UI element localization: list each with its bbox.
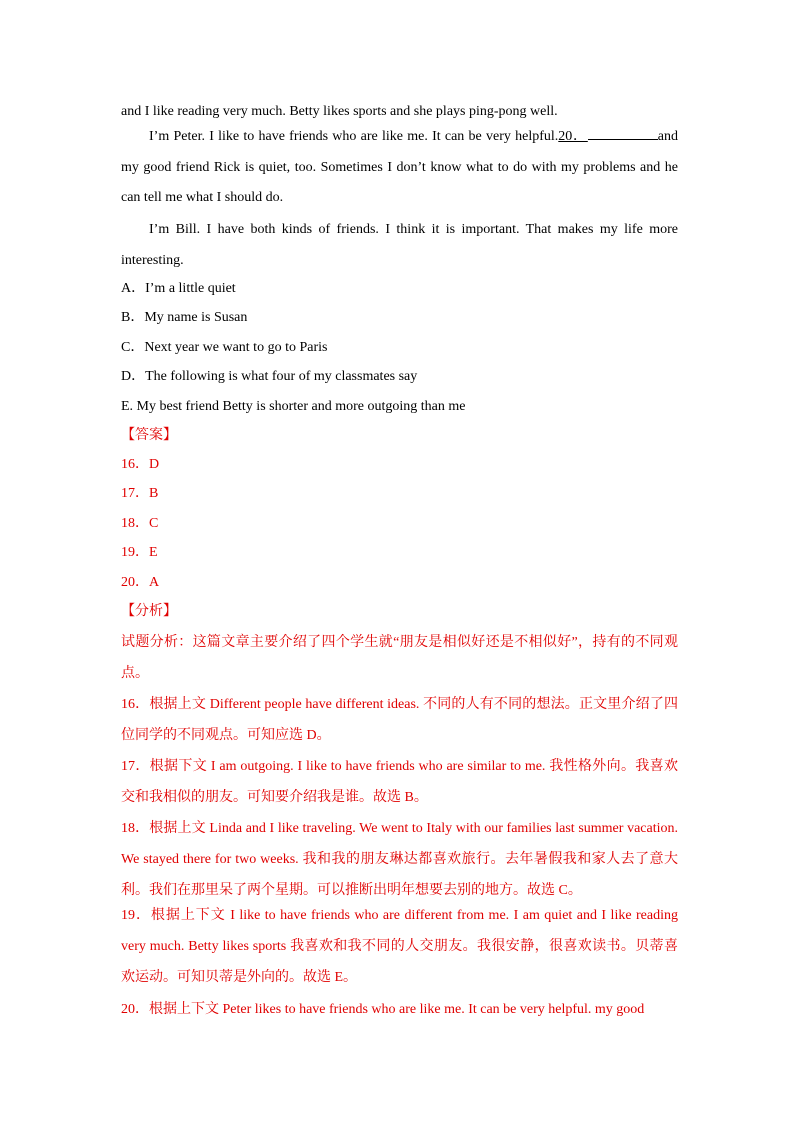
analysis-q18: 18．根据上文 Linda and I like traveling. We went to Italy with our families last summer vacation. We stayed there for two weeks. 我和我的朋友琳达都喜欢旅行。去年暑假我和家人去了意大利。我们在那里呆了两个星期。可以推断出明年想要去别的地方。故选 C。 (121, 821, 678, 898)
answer-17: 17．B (121, 486, 159, 501)
option-c: C．Next year we want to go to Paris (121, 340, 328, 355)
answer-16: 16．D (121, 457, 160, 472)
answer-header: 【答案】 (121, 428, 177, 443)
answer-20: 20．A (121, 575, 160, 590)
passage-paragraph-peter (121, 122, 678, 214)
analysis-intro: 试题分析：这篇文章主要介绍了四个学生就“朋友是相似好还是不相似好”，持有的不同观点。 (121, 635, 678, 681)
analysis-header: 【分析】 (121, 604, 177, 619)
analysis-q19: 19．根据上下文 I like to have friends who are different from me. I am quiet and I like reading very much. Betty likes sports 我喜欢和我不同的人交朋友。我很安静，很喜欢读书。贝蒂喜欢运动。可知贝蒂是外向的。故选 E。 (121, 908, 678, 985)
answer-blank-20 (588, 125, 658, 140)
analysis-q17: 17．根据下文 I am outgoing. I like to have friends who are similar to me. 我性格外向。我喜欢交和我相似的朋友。可知要介绍我是谁。故选 B。 (121, 759, 678, 805)
passage-peter-before: I’m Peter. I like to have friends who are like me. It can be very helpful. (149, 129, 559, 144)
option-d: D．The following is what four of my classmates say (121, 369, 418, 384)
answer-19: 19．E (121, 545, 158, 560)
option-e: E. My best friend Betty is shorter and more outgoing than me (121, 399, 466, 414)
option-b: B．My name is Susan (121, 310, 248, 325)
passage-peter-after: and my good friend Rick is quiet, too. Sometimes I don’t know what to do with my problems and he can tell me what I should do. (121, 129, 679, 205)
answer-18: 18．C (121, 516, 159, 531)
analysis-q16: 16．根据上文 Different people have different ideas. 不同的人有不同的想法。正文里介绍了四位同学的不同观点。可知应选 D。 (121, 697, 678, 743)
passage-paragraph-0: and I like reading very much. Betty likes sports and she plays ping-pong well. (121, 104, 558, 119)
option-a: A．I’m a little quiet (121, 281, 236, 296)
analysis-q20: 20．根据上下文 Peter likes to have friends who are like me. It can be very helpful. my good (121, 1002, 645, 1017)
blank-number-20: 20． (558, 129, 588, 144)
passage-paragraph-bill: I’m Bill. I have both kinds of friends. I think it is important. That makes my life more interesting. (121, 222, 678, 268)
